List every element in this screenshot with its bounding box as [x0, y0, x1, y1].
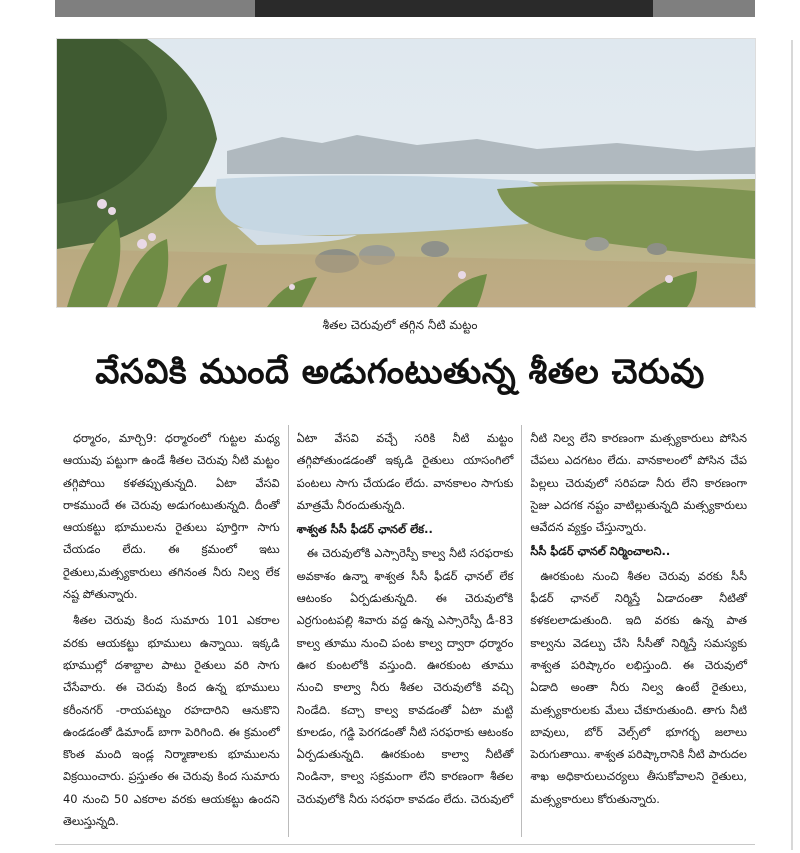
paragraph: ధర్మారం, మార్చి9: ధర్మారంలో గుట్టల మధ్య ఆయువు పట్టుగా ఉండే శీతల చెరువు నీటి మట్టం తగ్గిపోయి కళతప్పుతున్నది. ఏటా వేసవి రాకముందే ఈ చెరువు అడుగంటుతున్నది. దీంతో ఆయకట్టు భూములను రైతులు పూర్తిగా సాగు చేయడం లేదు. ఈ క్రమంలో ఇటు రైతులు,మత్స్యకారులు తగినంత నీరు నిల్వ లేక నష్ట పోతున్నారు. — [63, 431, 280, 602]
article-photo — [56, 38, 756, 308]
article-column-2 — [288, 425, 522, 837]
lake-photo-illustration — [57, 39, 755, 307]
paragraph: శీతల చెరువు కింద సుమారు 101 ఎకరాల వరకు ఆయకట్టు భూములు ఉన్నాయి. ఇక్కడి భూముల్లో దశాబ్దాల పాటు రైతులు వరి సాగు చేసేవారు. ఈ చెరువు కింద ఉన్న భూములు కరీంనగర్ -రాయపట్నం రహదారిని ఆనుకొని ఉండడంతో డిమాండ్ బాగా పెరిగింది. ఈ క్రమంలో కొంత మంది ఇండ్ల నిర్మాణాలకు భూములను విక్రయించారు. ప్రస్తుతం ఈ చెరువు కింద సుమారు 40 నుంచి 50 ఎకరాల వరకు ఆయకట్టు ఉందని తెలుస్తున్నది. — [63, 613, 280, 829]
article-column-3 — [521, 425, 755, 837]
article-column-1 — [55, 425, 288, 837]
section-subheading: శాశ్వత సీసీ ఫీడర్ ఛానల్ లేక.. — [296, 522, 433, 537]
paragraph: నీటి నిల్వ లేని కారణంగా మత్స్యకారులు పోసిన చేపలు ఎదగటం లేదు. వానకాలంలో పోసిన చేప పిల్లలు చెరువులో సరిపడా నీరు లేని కారణంగా సైజు ఎదగక నష్టం వాటిల్లుతున్నది మత్స్యకారులు ఆవేదన వ్యక్తం చేస్తున్నారు. — [530, 431, 748, 535]
page-edge-rule — [791, 40, 793, 850]
photo-caption: శీతల చెరువులో తగ్గిన నీటి మట్టం — [322, 318, 478, 332]
paragraph: ఈ చెరువులోకి ఎస్సారెస్పీ కాల్వ నీటి సరఫరాకు అవకాశం ఉన్నా శాశ్వత సీసీ ఫీడర్ ఛానల్ లేక ఆటంకం ఏర్పడుతున్నది. ఈ చెరువులోకి ఎర్రగుంటపల్లి శివారు వద్ద ఉన్న ఎస్సారెస్పీ డీ-83 కాల్వ తూము నుంచి పంట కాల్వ ద్వారా ధర్మారం ఊర కుంటలోకి వస్తుంది. ఊరకుంట తూము నుంచి కాల్వా నీరు శీతల చెరువులోకి వచ్చి నిండేది. కచ్చా కాల్వ కావడంతో ఏటా మట్టి కూలడం, గడ్డి పెరగడంతో నీటి సరఫరాకు ఆటంకం ఏర్పడుతున్నది. ఊరకుంట కాల్వా నీటితో నిండినా, కాల్వ సక్రమంగా లేని కారణంగా శీతల చెరువులోకి నీరు సరఫరా కావడం లేదు. చెరువులో — [296, 546, 514, 806]
bottom-divider — [55, 844, 755, 845]
section-subheading: సీసీ ఫీడర్ ఛానల్ నిర్మించాలని.. — [530, 544, 671, 559]
masthead-bar — [55, 0, 755, 17]
masthead-center-block — [255, 0, 653, 17]
paragraph: ఏటా వేసవి వచ్చే సరికి నీటి మట్టం తగ్గిపోతుండడంతో ఇక్కడి రైతులు యాసంగిలో పంటలు సాగు చేయడం లేదు. వానకాలం సాగుకు మాత్రమే నీరందుతున్నది. — [296, 431, 514, 512]
article-headline: వేసవికి ముందే అడుగంటుతున్న శీతల చెరువు — [95, 352, 705, 392]
paragraph: ఊరకుంట నుంచి శీతల చెరువు వరకు సీసీ ఫీడర్ ఛానల్ నిర్మిస్తే ఏడాదంతా నీటితో కళకలలాడుతుంది. ఇది వరకు ఉన్న పాత కాల్వను వెడల్పు చేసి సీసీతో నిర్మిస్తే సమస్యకు శాశ్వత పరిష్కారం లభిస్తుంది. ఈ చెరువులో ఏడాది అంతా నీరు నిల్వ ఉంటే రైతులు, మత్స్యకారులకు మేలు చేకూరుతుంది. తాగు నీటి బావులు, బోర్ వెల్స్‌లో భూగర్భ జలాలు పెరుగుతాయి. శాశ్వత పరిష్కారానికి నీటి పారుదల శాఖ అధికారులుచర్యలు తీసుకోవాలని రైతులు, మత్స్యకారులు కోరుతున్నారు. — [530, 568, 748, 806]
article-body — [55, 425, 755, 837]
